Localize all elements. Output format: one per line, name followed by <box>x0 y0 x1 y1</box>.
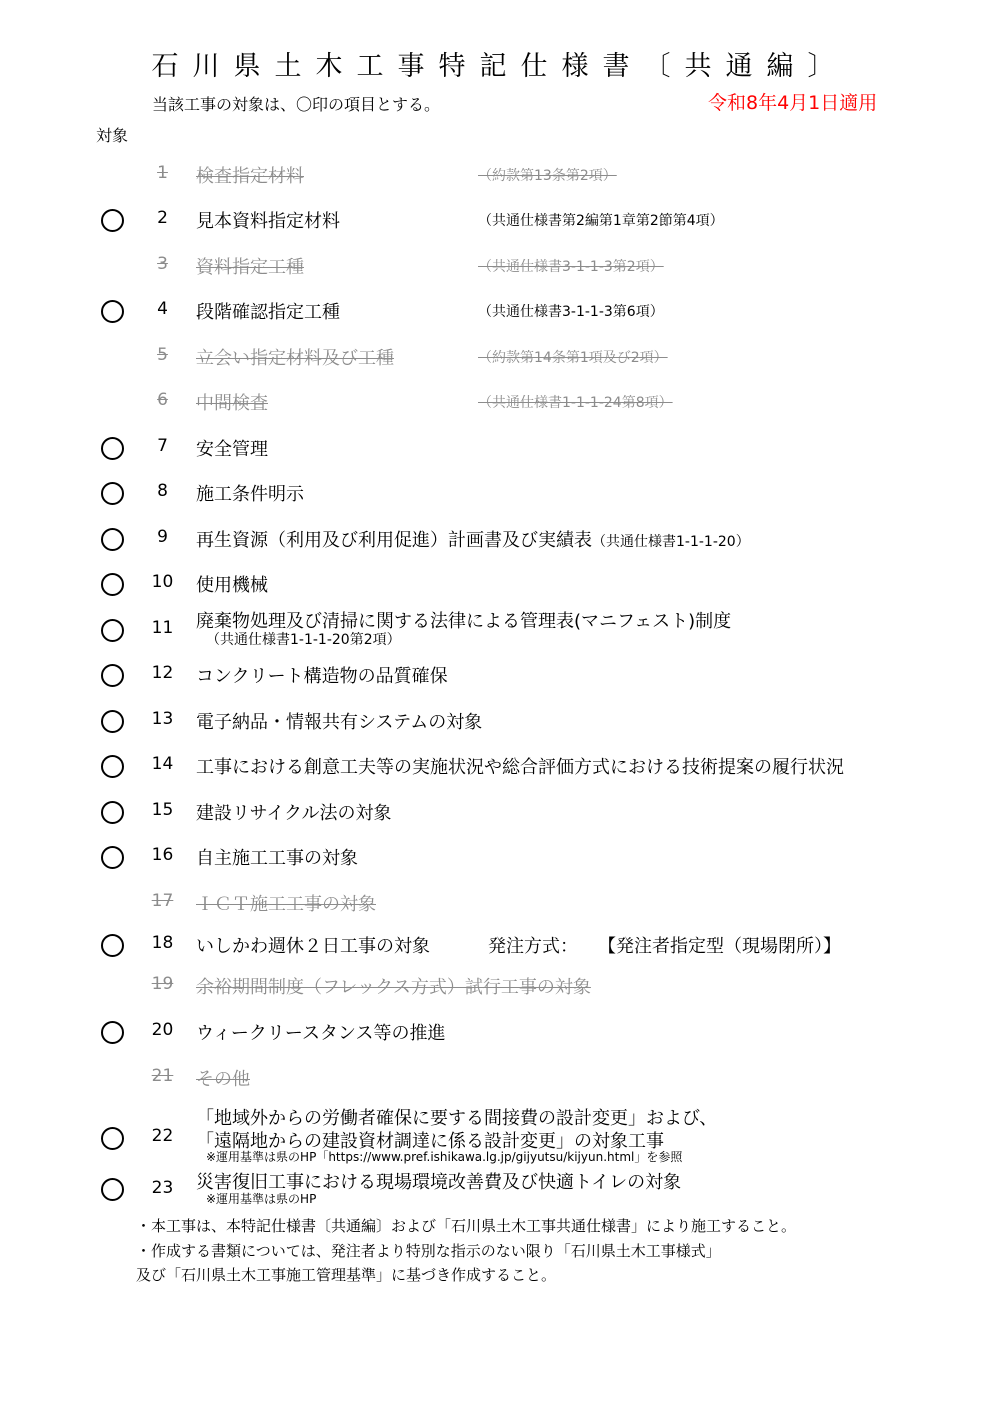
circle-mark-icon <box>101 300 124 323</box>
item-number: 19 <box>151 974 174 994</box>
item-number: 14 <box>151 754 174 774</box>
item-number: 4 <box>157 299 168 319</box>
item-reference: （共通仕様書1-1-1-20） <box>592 534 750 550</box>
item-label: 建設リサイクル法の対象 <box>196 803 392 824</box>
list-item <box>0 473 1000 513</box>
item-number: 21 <box>151 1066 174 1086</box>
item-label-line2: 「遠隔地からの建設資材調達に係る設計変更」の対象工事 <box>196 1131 664 1152</box>
item-label: 検査指定材料 <box>196 166 304 187</box>
list-item <box>0 610 1000 650</box>
item-number: 20 <box>151 1020 174 1040</box>
circle-mark-icon <box>101 710 124 733</box>
list-item <box>0 925 1000 965</box>
item-label: 自主施工工事の対象 <box>196 848 358 869</box>
footer-note-1: ・本工事は、本特記仕様書〔共通編〕および「石川県土木工事共通仕様書」により施工すること。 <box>136 1217 797 1235</box>
item-label: 見本資料指定材料 <box>196 211 340 232</box>
item-label: 災害復旧工事における現場環境改善費及び快適トイレの対象 <box>196 1172 682 1193</box>
item-reference: （共通仕様書1-1-1-24第8項） <box>478 395 673 411</box>
item-number: 5 <box>157 345 168 365</box>
item-label: ウィークリースタンス等の推進 <box>196 1023 446 1044</box>
item-label: 段階確認指定工種 <box>196 302 340 323</box>
list-item <box>0 1058 1000 1098</box>
item-number: 3 <box>157 254 168 274</box>
footer-note-3: 及び「石川県土木工事施工管理基準」に基づき作成すること。 <box>136 1266 557 1284</box>
list-item <box>0 792 1000 832</box>
list-item <box>0 1168 1000 1208</box>
item-number: 22 <box>151 1126 174 1146</box>
item-number: 2 <box>157 208 168 228</box>
item-label: コンクリート構造物の品質確保 <box>196 666 448 687</box>
list-item <box>0 655 1000 695</box>
list-item <box>0 519 1000 559</box>
circle-mark-icon <box>101 573 124 596</box>
circle-mark-icon <box>101 209 124 232</box>
circle-mark-icon <box>101 801 124 824</box>
circle-mark-icon <box>101 846 124 869</box>
item-number: 13 <box>151 709 174 729</box>
list-item <box>0 1012 1000 1052</box>
item-number: 16 <box>151 845 174 865</box>
circle-mark-icon <box>101 934 124 957</box>
circle-mark-icon <box>101 1178 124 1201</box>
item-number: 9 <box>157 527 168 547</box>
subtitle: 当該工事の対象は、〇印の項目とする。 <box>152 95 441 114</box>
circle-mark-icon <box>101 1127 124 1150</box>
item-label: 資料指定工種 <box>196 257 304 278</box>
item-number: 12 <box>151 663 174 683</box>
circle-mark-icon <box>101 437 124 460</box>
item-reference: （共通仕様書第2編第1章第2節第4項） <box>478 213 724 229</box>
item-label: 中間検査 <box>196 393 268 414</box>
item-reference: （約款第13条第2項） <box>478 168 617 184</box>
item-label: 再生資源（利用及び利用促進）計画書及び実績表 <box>196 530 592 551</box>
item-label: 余裕期間制度（フレックス方式）試行工事の対象 <box>196 977 591 998</box>
list-item <box>0 1100 1000 1166</box>
list-item <box>0 701 1000 741</box>
item-label-line1: 「地域外からの労働者確保に要する間接費の設計変更」および、 <box>196 1108 718 1129</box>
order-method-label: 発注方式： <box>488 936 578 957</box>
item-reference: （共通仕様書1-1-1-20第2項） <box>206 632 401 648</box>
item-note: ※運用基準は県のHP「https://www.pref.ishikawa.lg.jp/gijyutsu/kijyun.html」を参照 <box>206 1150 683 1164</box>
list-item <box>0 564 1000 604</box>
page-title: 石川県土木工事特記仕様書〔共通編〕 <box>151 51 849 82</box>
item-label: 施工条件明示 <box>196 484 304 505</box>
item-label: 立会い指定材料及び工種 <box>196 348 394 369</box>
effective-date: 令和8年4月1日適用 <box>708 92 878 114</box>
item-label: いしかわ週休２日工事の対象 <box>196 936 430 957</box>
list-item <box>0 428 1000 468</box>
list-item <box>0 337 1000 377</box>
circle-mark-icon <box>101 1021 124 1044</box>
item-number: 23 <box>151 1178 174 1198</box>
list-item <box>0 883 1000 923</box>
item-label: 工事における創意工夫等の実施状況や総合評価方式における技術提案の履行状況 <box>196 757 844 778</box>
list-item <box>0 246 1000 286</box>
item-label-group <box>196 526 750 552</box>
list-item <box>0 382 1000 422</box>
list-item <box>0 966 1000 1006</box>
list-item <box>0 200 1000 240</box>
item-number: 7 <box>157 436 168 456</box>
item-reference: （共通仕様書3-1-1-3第6項） <box>478 304 664 320</box>
order-method-value: 【発注者指定型（現場閉所）】 <box>598 936 841 957</box>
footer-note-2: ・作成する書類については、発注者より特別な指示のない限り「石川県土木工事様式」 <box>136 1242 721 1260</box>
list-item <box>0 746 1000 786</box>
item-label: 安全管理 <box>196 439 268 460</box>
item-label: ＩＣＴ施工工事の対象 <box>196 894 376 915</box>
item-note: ※運用基準は県のHP <box>206 1192 317 1206</box>
item-number: 10 <box>151 572 174 592</box>
item-label: 電子納品・情報共有システムの対象 <box>196 712 483 733</box>
item-label: 廃棄物処理及び清掃に関する法律による管理表(マニフェスト)制度 <box>196 611 732 632</box>
list-item <box>0 837 1000 877</box>
item-number: 15 <box>151 800 174 820</box>
circle-mark-icon <box>101 664 124 687</box>
item-number: 6 <box>157 390 168 410</box>
list-item <box>0 291 1000 331</box>
item-number: 8 <box>157 481 168 501</box>
item-number: 1 <box>157 163 168 183</box>
item-reference: （約款第14条第1項及び2項） <box>478 350 668 366</box>
circle-mark-icon <box>101 482 124 505</box>
list-item <box>0 155 1000 195</box>
item-number: 11 <box>151 618 174 638</box>
item-reference: （共通仕様書3-1-1-3第2項） <box>478 259 664 275</box>
item-number: 18 <box>151 933 174 953</box>
item-label: その他 <box>196 1069 250 1090</box>
item-number: 17 <box>151 891 174 911</box>
circle-mark-icon <box>101 528 124 551</box>
item-label: 使用機械 <box>196 575 268 596</box>
circle-mark-icon <box>101 619 124 642</box>
circle-mark-icon <box>101 755 124 778</box>
target-column-label: 対象 <box>96 126 129 145</box>
